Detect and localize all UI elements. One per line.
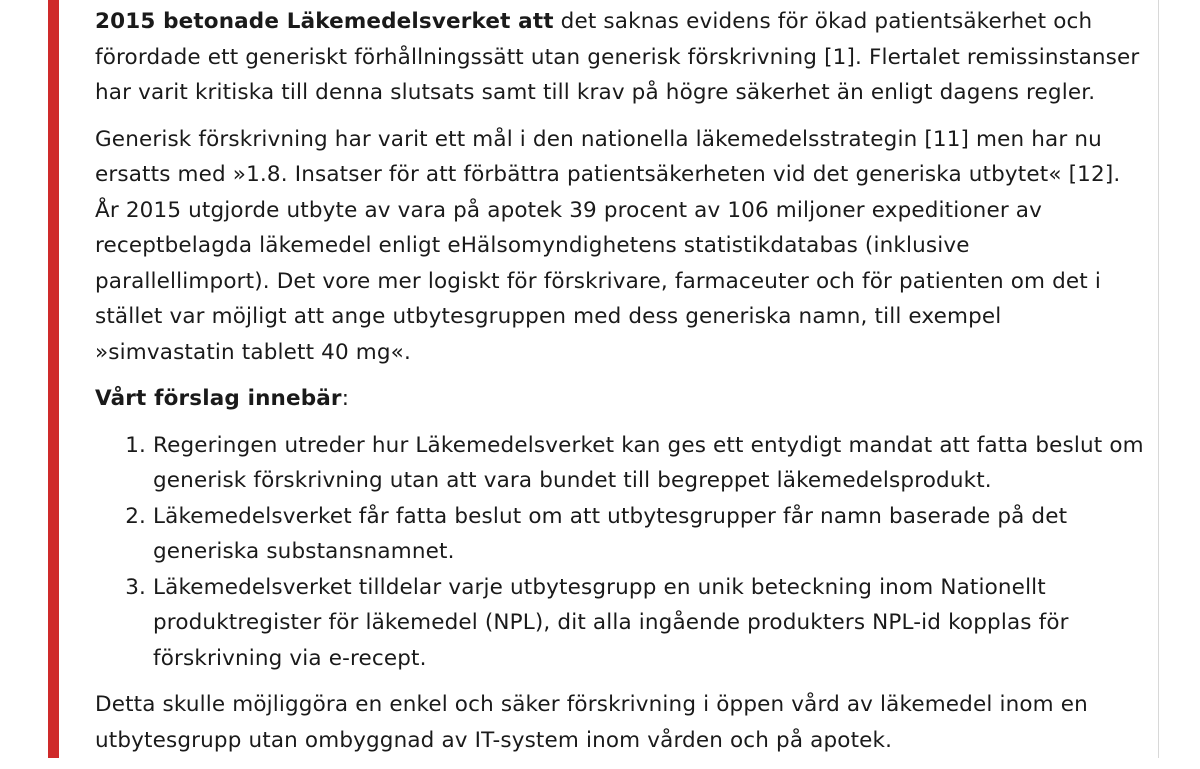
paragraph-1-text: det saknas evidens för ökad patientsäkerhet och förordade ett generiskt förhållningssätt utan generisk förskrivning [1]. Flertalet remissinstanser har varit kritiska till denna slutsats samt till krav på högre säkerhet än enligt dagens regler. (95, 9, 1140, 105)
paragraph-1-bold-lead: 2015 betonade Läkemedelsverket att (95, 9, 554, 34)
proposal-item: 3. Läkemedelsverket tilldelar varje utbytesgrupp en unik beteckning inom Nationellt produktregister för läkemedel (NPL), dit alla ingående produkters NPL-id kopplas för förskrivning via e-recept. (153, 570, 1145, 677)
paragraph-1 (95, 4, 1145, 111)
proposal-list (95, 428, 1145, 677)
paragraph-2: Generisk förskrivning har varit ett mål i den nationella läkemedelsstrategin [11] men har nu ersatts med »1.8. Insatser för att förbättra patientsäkerheten vid det generiska utbytet« [12]. År 2015 utgjorde utbyte av vara på apotek 39 procent av 106 miljoner expeditioner av receptbelagda läkemedel enligt eHälsomyndighetens statistikdatabas (inklusive parallellimport). Det vore mer logiskt för förskrivare, farmaceuter och för patienten om det i stället var möjligt att ange utbytesgruppen med dess generiska namn, till exempel »simvastatin tablett 40 mg«. (95, 126, 1121, 365)
proposal-heading-bold: Vårt förslag innebär (95, 386, 342, 411)
article-body (95, 4, 1145, 769)
proposal-heading-colon: : (341, 386, 350, 411)
proposal-heading (95, 381, 1145, 417)
proposal-item: 1. Regeringen utreder hur Läkemedelsverket kan ges ett entydigt mandat att fatta beslut om generisk förskrivning utan att vara bundet till begreppet läkemedelsprodukt. (153, 428, 1145, 499)
proposal-item: 2. Läkemedelsverket får fatta beslut om att utbytesgrupper får namn baserade på det generiska substansnamnet. (153, 499, 1145, 570)
paragraph-final: Detta skulle möjliggöra en enkel och säker förskrivning i öppen vård av läkemedel inom en utbytesgrupp utan ombyggnad av IT-system inom vården och på apotek. (95, 692, 1088, 753)
quote-accent-bar (48, 0, 59, 758)
content-right-border (1158, 0, 1159, 758)
